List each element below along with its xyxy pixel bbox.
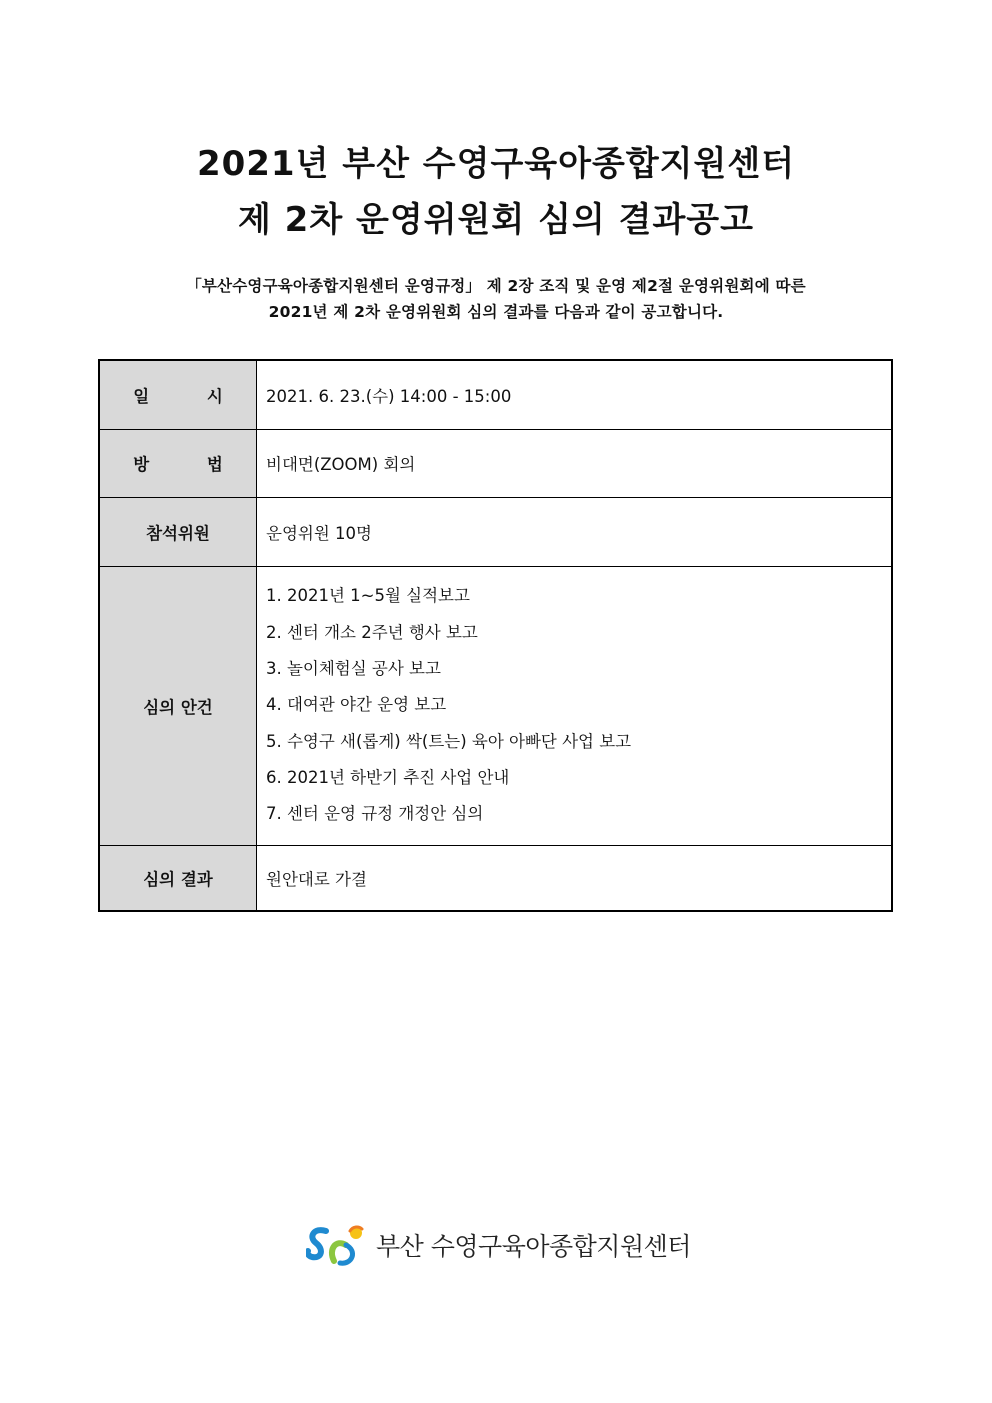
method-value: 비대면(ZOOM) 회의 xyxy=(257,429,893,497)
intro-text-line-2: 2021년 제 2차 운영위원회 심의 결과를 다음과 같이 공고합니다. xyxy=(268,303,724,321)
datetime-value: 2021. 6. 23.(수) 14:00 - 15:00 xyxy=(257,360,893,429)
agenda-cell xyxy=(257,566,893,845)
agenda-item: 5. 수영구 새(롭게) 싹(트는) 육아 아빠단 사업 보고 xyxy=(266,731,632,751)
method-label-cell xyxy=(99,429,257,497)
attendees-label: 참석위원 xyxy=(99,497,257,566)
agenda-item: 1. 2021년 1~5월 실적보고 xyxy=(266,586,470,606)
agenda-item: 4. 대여관 야간 운영 보고 xyxy=(266,695,447,715)
agenda-item: 3. 놀이체험실 공사 보고 xyxy=(266,658,441,678)
organization-name: 부산 수영구육아종합지원센터 xyxy=(376,1232,691,1261)
attendees-value: 운영위원 10명 xyxy=(257,497,893,566)
result-table xyxy=(98,359,893,912)
method-label: 방 법 xyxy=(133,455,249,474)
document-title-line-1: 2021년 부산 수영구육아종합지원센터 xyxy=(196,144,796,184)
agenda-item: 2. 센터 개소 2주년 행사 보고 xyxy=(266,622,478,642)
table-row-result xyxy=(99,845,892,911)
agenda-item: 7. 센터 운영 규정 개정안 심의 xyxy=(266,804,484,824)
table-row-datetime xyxy=(99,360,892,429)
footer-organization xyxy=(306,1223,691,1267)
result-label: 심의 결과 xyxy=(99,845,257,911)
datetime-label-cell xyxy=(99,360,257,429)
intro-text-line-1: 「부산수영구육아종합지원센터 운영규정」 제 2장 조직 및 운영 제2절 운영위원회에 따른 xyxy=(186,277,806,295)
datetime-label: 일 시 xyxy=(133,386,249,406)
document-title-line-2: 제 2차 운영위원회 심의 결과공고 xyxy=(238,200,754,240)
table-row-method xyxy=(99,429,892,497)
table-row-attendees xyxy=(99,497,892,566)
agenda-list xyxy=(266,578,891,833)
agenda-label: 심의 안건 xyxy=(99,566,257,845)
table-row-agenda xyxy=(99,566,892,845)
result-value: 원안대로 가결 xyxy=(257,845,893,911)
center-logo-icon xyxy=(306,1223,368,1267)
agenda-item: 6. 2021년 하반기 추진 사업 안내 xyxy=(266,768,510,788)
